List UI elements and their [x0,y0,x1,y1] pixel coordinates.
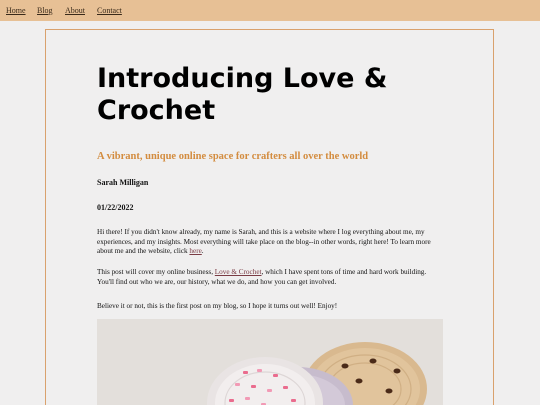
love-crochet-link[interactable]: Love & Crochet [214,268,262,276]
nav-link-blog[interactable]: Blog [37,6,53,15]
crochet-cookies-image [97,319,443,405]
closing-paragraph: Believe it or not, this is the first post on my blog, so I hope it turns out well! Enjoy! [97,302,338,310]
intro-text: Hi there! If you didn't know already, my name is Sarah, and this is a website where I log everything about me, my experiences, and my insights. Most everything will take place on the blog--in other words, right here! To learn more about me and the website, click [97,228,431,256]
top-navbar [0,0,540,21]
intro-end: . [201,247,204,256]
crochet-cookies-photo [97,319,443,405]
about-link[interactable]: here [189,247,202,256]
nav-link-contact[interactable]: Contact [97,6,122,15]
intro-paragraph [97,228,442,257]
post-date: 01/22/2022 [97,203,134,212]
nav-link-about[interactable]: About [65,6,85,15]
business-paragraph [97,268,442,287]
business-text-start: This post will cover my online business, [97,268,215,276]
post-title: Introducing Love & Crochet [97,63,388,126]
post-subtitle: A vibrant, unique online space for crafters all over the world [97,151,369,162]
post-author: Sarah Milligan [97,178,149,187]
nav-link-home[interactable]: Home [6,6,26,15]
business-text-end: , which I have spent tons of time and hard work building. You'll find out who we are, our history, what we do, and how you can get involved. [97,268,427,286]
